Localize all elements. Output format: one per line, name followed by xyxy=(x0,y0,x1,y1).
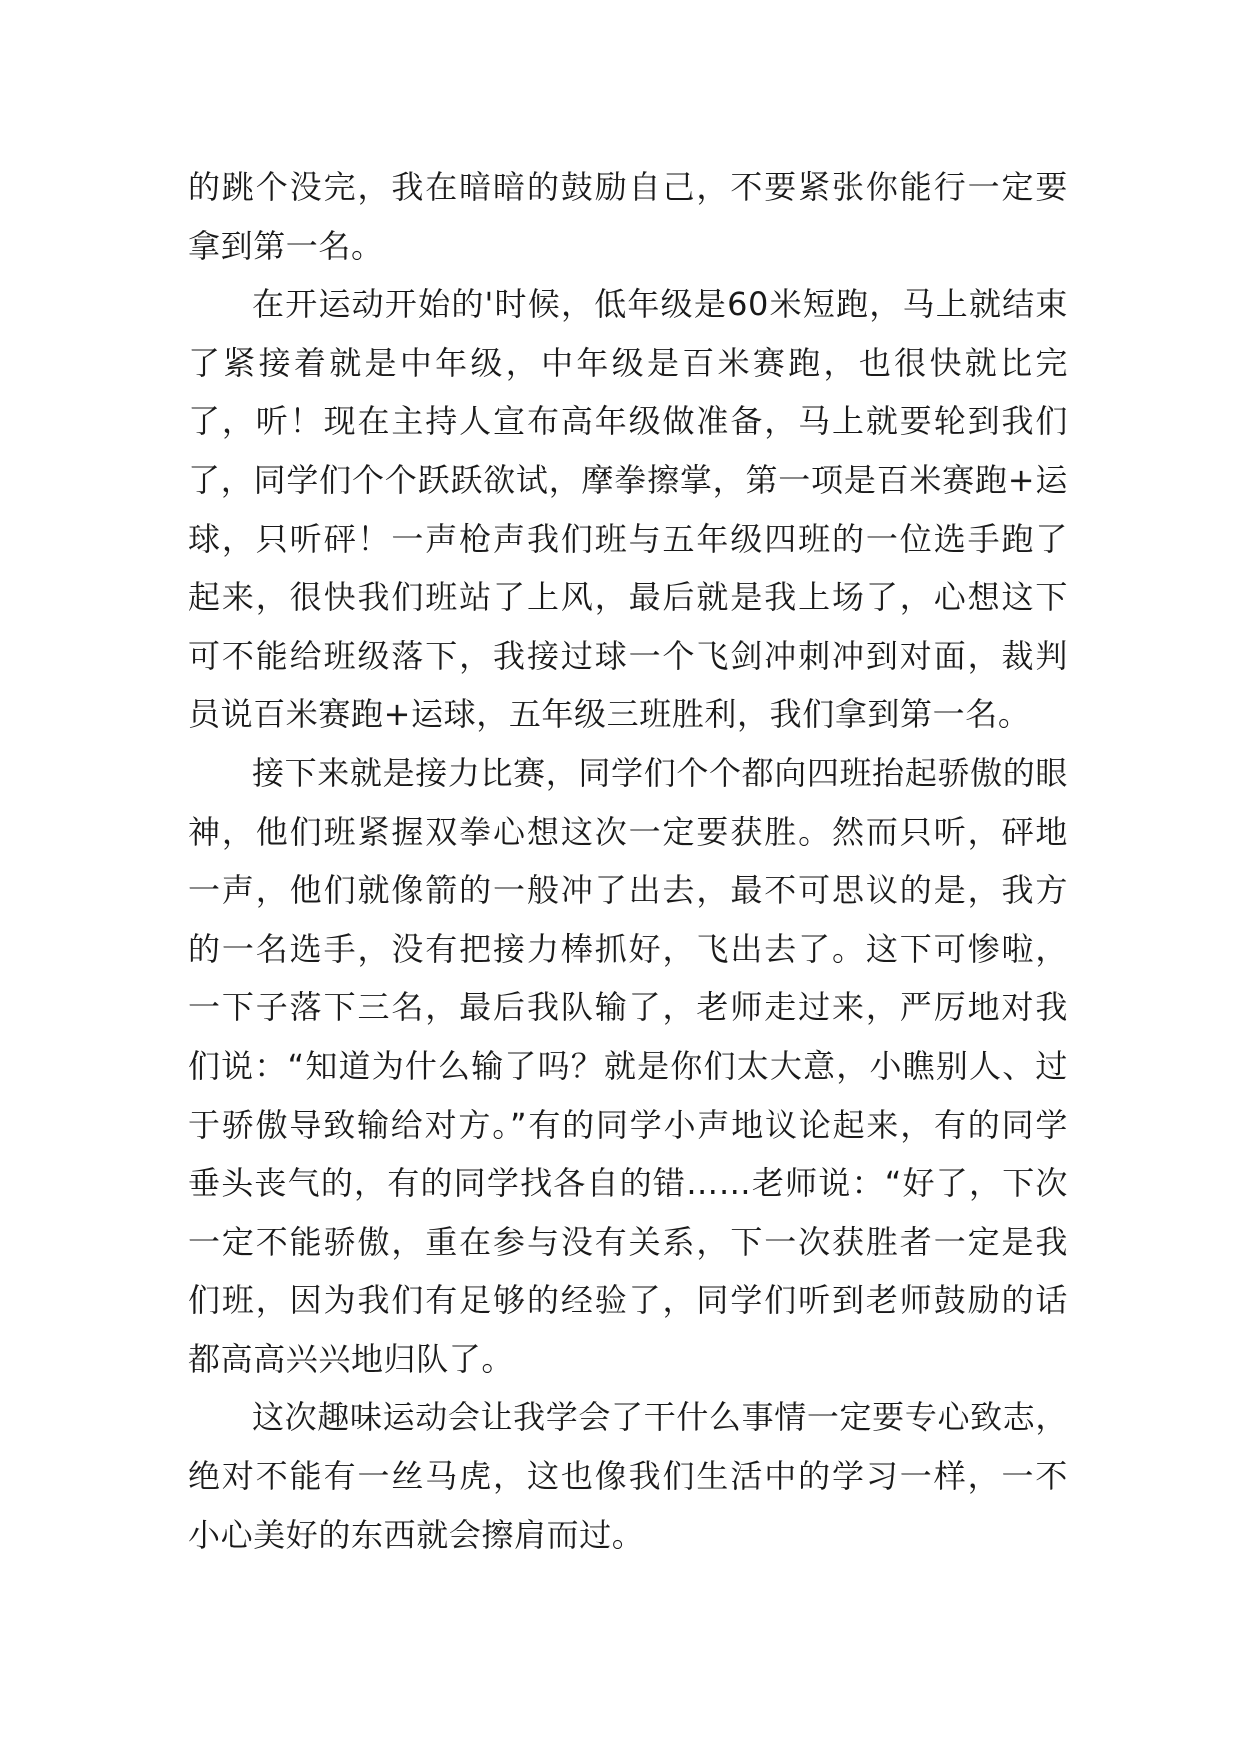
document-body xyxy=(188,158,1068,1564)
paragraph-4: 这次趣味运动会让我学会了干什么事情一定要专心致志，绝对不能有一丝马虎，这也像我们生活中的学习一样，一不小心美好的东西就会擦肩而过。 xyxy=(188,1398,1068,1554)
paragraph-3: 接下来就是接力比赛，同学们个个都向四班抬起骄傲的眼神，他们班紧握双拳心想这次一定要获胜。然而只听，砰地一声，他们就像箭的一般冲了出去，最不可思议的是，我方的一名选手，没有把接力棒抓好，飞出去了。这下可惨啦，一下子落下三名，最后我队输了，老师走过来，严厉地对我们说：“知道为什么输了吗？就是你们太大意，小瞧别人、过于骄傲导致输给对方。”有的同学小声地议论起来，有的同学垂头丧气的，有的同学找各自的错……老师说：“好了，下次一定不能骄傲，重在参与没有关系，下一次获胜者一定是我们班，因为我们有足够的经验了，同学们听到老师鼓励的话都高高兴兴地归队了。 xyxy=(188,753,1068,1378)
paragraph-2: 在开运动开始的'时候，低年级是60米短跑，马上就结束了紧接着就是中年级，中年级是百米赛跑，也很快就比完了，听！现在主持人宣布高年级做准备，马上就要轮到我们了，同学们个个跃跃欲试，摩拳擦掌，第一项是百米赛跑+运球，只听砰！一声枪声我们班与五年级四班的一位选手跑了起来，很快我们班站了上风，最后就是我上场了，心想这下可不能给班级落下，我接过球一个飞剑冲刺冲到对面，裁判员说百米赛跑+运球，五年级三班胜利，我们拿到第一名。 xyxy=(188,285,1068,734)
paragraph-1: 的跳个没完，我在暗暗的鼓励自己，不要紧张你能行一定要拿到第一名。 xyxy=(188,168,1068,265)
